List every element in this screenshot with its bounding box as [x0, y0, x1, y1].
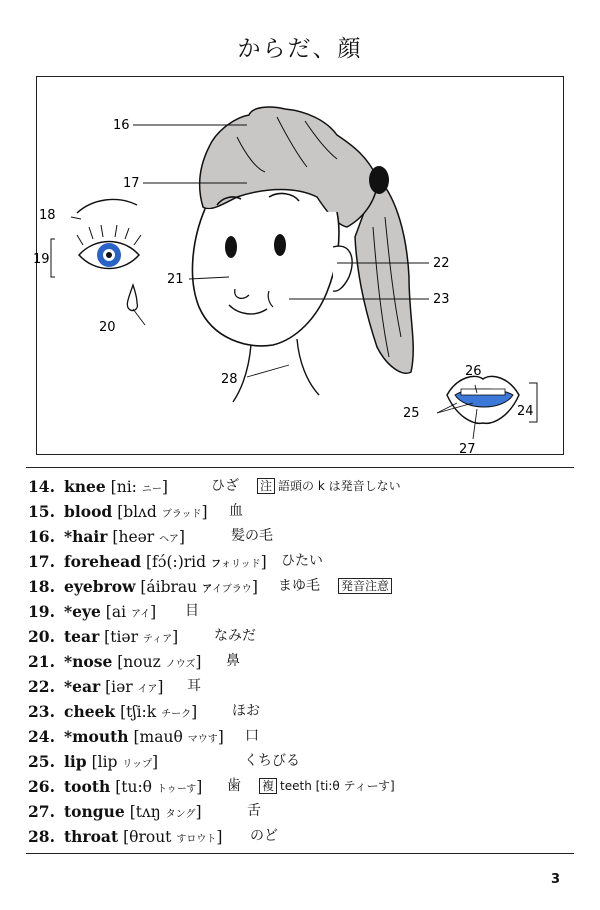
entry-katakana [188, 734, 218, 745]
entry-bracket-close: ] [195, 803, 202, 821]
entry-katakana-stress: ア [202, 584, 213, 595]
entry-katakana-text: ノウズ [165, 659, 196, 670]
entry-star: * [64, 652, 73, 671]
entry-ipa: [lip [91, 753, 118, 771]
entry-number: 20. [28, 627, 55, 646]
neck-drawing [233, 339, 319, 402]
label-21: 21 [167, 272, 184, 287]
entry-katakana [131, 609, 150, 620]
page-number: 3 [550, 872, 560, 887]
entry-word [64, 777, 110, 796]
list-item [26, 774, 574, 799]
entry-ipa: [nouz [117, 653, 161, 671]
entry-number: 21. [28, 652, 55, 671]
entry-bracket-close: ] [161, 478, 168, 496]
entry-star: * [64, 727, 73, 746]
entry-english [64, 624, 178, 652]
list-item [26, 749, 574, 774]
entry-ipa: [mauθ [133, 728, 183, 746]
entry-katakana [122, 759, 152, 770]
list-item [26, 599, 574, 624]
entry-japanese: 目 [185, 603, 199, 619]
entry-note [257, 474, 401, 499]
entry-katakana [142, 484, 162, 495]
entry-katakana-text: イア [137, 684, 158, 695]
list-item [26, 649, 574, 674]
entry-bracket-close: ] [217, 728, 224, 746]
entry-number: 24. [28, 727, 55, 746]
face-illustration [33, 76, 564, 457]
entry-ipa: [θrout [123, 828, 172, 846]
entry-word-text: lip [64, 752, 87, 771]
label-23: 23 [433, 292, 450, 307]
entry-english [64, 774, 202, 802]
eye-drawing [274, 234, 286, 256]
entry-ipa: [tʌŋ [129, 803, 161, 821]
entry-word-text: eyebrow [64, 577, 136, 596]
entry-japanese: 舌 [247, 803, 261, 819]
entry-bracket-close: ] [157, 678, 164, 696]
list-item [26, 524, 574, 549]
entry-word [64, 477, 106, 496]
entry-note-text: 語頭の k は発音しない [278, 479, 401, 493]
entry-ipa: [ni: [110, 478, 137, 496]
label-19: 19 [33, 252, 50, 267]
list-item [26, 499, 574, 524]
entry-ipa: [iər [105, 678, 133, 696]
entry-english [64, 474, 168, 502]
entry-katakana [176, 834, 216, 845]
entry-katakana-text: ニー [141, 484, 162, 495]
entry-japanese: なみだ [214, 628, 256, 644]
label-28: 28 [221, 372, 238, 387]
entry-number: 23. [28, 702, 55, 721]
entry-bracket-close: ] [178, 528, 185, 546]
entry-katakana-stress: フ [211, 559, 221, 570]
entry-word-text: nose [72, 652, 113, 671]
entry-word-text: tear [64, 627, 100, 646]
entry-english [64, 599, 156, 627]
entry-ipa: [tu:θ [115, 778, 153, 796]
entry-star: * [64, 527, 73, 546]
eyebrow-drawing [269, 194, 299, 201]
entry-katakana-rest: ォリッド [221, 559, 261, 570]
entry-ipa: [tʃi:k [120, 703, 157, 721]
entry-ipa: [áibrau [140, 578, 198, 596]
entry-bracket-close: ] [195, 653, 202, 671]
entry-katakana-text: タング [165, 809, 196, 820]
entry-english [64, 649, 201, 677]
entry-bracket-close: ] [251, 578, 258, 596]
entry-word-text: forehead [64, 552, 142, 571]
entry-japanese: 鼻 [226, 653, 240, 669]
entry-japanese: くちびる [244, 753, 300, 769]
entry-note [338, 574, 395, 599]
entry-katakana [202, 584, 252, 595]
entry-number: 14. [28, 477, 55, 496]
entry-english [64, 549, 267, 577]
label-17: 17 [123, 176, 140, 191]
entry-number: 16. [28, 527, 55, 546]
entry-english [64, 524, 185, 552]
entry-japanese: ひざ [211, 478, 239, 494]
entry-english [64, 824, 222, 852]
entry-katakana [211, 559, 261, 570]
entry-japanese: のど [250, 828, 278, 844]
entry-ipa: [fɔ́(:)rid [145, 553, 207, 571]
entry-english [64, 674, 163, 702]
entry-katakana-text: トゥーす [156, 784, 197, 795]
entry-star: * [64, 602, 73, 621]
entry-word-text: ear [72, 677, 101, 696]
entry-katakana [143, 634, 172, 645]
entry-word-text: mouth [72, 727, 129, 746]
entry-katakana-text: ヘア [159, 534, 179, 545]
entry-japanese: 耳 [187, 678, 201, 694]
entry-katakana-text: マウす [187, 734, 218, 745]
label-25: 25 [403, 406, 420, 421]
label-22: 22 [433, 256, 450, 271]
entry-word-text: hair [72, 527, 108, 546]
entry-word-text: tooth [64, 777, 111, 796]
entry-japanese: まゆ毛 [278, 578, 320, 594]
list-item [26, 624, 574, 649]
entry-ipa: [blʌd [117, 503, 157, 521]
teeth [461, 389, 505, 395]
entry-note-text: teeth [ti:θ ティーす] [280, 779, 395, 793]
vocab-list [26, 474, 574, 849]
entry-number: 25. [28, 752, 55, 771]
eye-drawing [225, 236, 237, 258]
entry-katakana-text: チーク [161, 709, 192, 720]
entry-japanese: ひたい [281, 553, 323, 569]
entry-word [64, 677, 100, 696]
entry-english [64, 699, 197, 727]
entry-number: 17. [28, 552, 55, 571]
label-16: 16 [113, 118, 130, 133]
list-item [26, 474, 574, 499]
list-item [26, 824, 574, 849]
list-item [26, 724, 574, 749]
entry-word [64, 702, 115, 721]
entry-katakana-text: アイ [130, 609, 151, 620]
entry-english [64, 499, 208, 527]
entry-star: * [64, 677, 73, 696]
entry-word [64, 827, 118, 846]
entry-note [259, 774, 395, 799]
entry-katakana-text: ブラッド [161, 509, 202, 520]
entry-word-text: tongue [64, 802, 125, 821]
page-title: からだ、顔 [237, 36, 363, 62]
label-20: 20 [99, 320, 116, 335]
entry-number: 19. [28, 602, 55, 621]
entry-english [64, 724, 224, 752]
entry-english [64, 574, 258, 602]
entry-word [64, 652, 112, 671]
entry-katakana [138, 684, 158, 695]
top-rule [26, 467, 574, 468]
label-18: 18 [39, 208, 56, 223]
entry-word-text: knee [64, 477, 106, 496]
label-26: 26 [465, 364, 482, 379]
entry-word [64, 802, 125, 821]
eyebrow-detail [77, 199, 137, 213]
entry-katakana [166, 659, 196, 670]
entry-katakana [159, 534, 179, 545]
list-item [26, 699, 574, 724]
entry-note-box: 注 [257, 478, 275, 494]
entry-english [64, 799, 202, 827]
entry-katakana [157, 784, 196, 795]
entry-word-text: blood [64, 502, 113, 521]
entry-number: 18. [28, 577, 55, 596]
entry-word-text: cheek [64, 702, 116, 721]
ear-drawing [333, 246, 352, 291]
list-item [26, 674, 574, 699]
list-item [26, 574, 574, 599]
entry-katakana [161, 709, 191, 720]
entry-number: 26. [28, 777, 55, 796]
entry-bracket-close: ] [260, 553, 267, 571]
entry-number: 15. [28, 502, 55, 521]
entry-note-box: 発音注意 [338, 578, 392, 594]
entry-japanese: 血 [229, 503, 243, 519]
entry-word [64, 727, 129, 746]
entry-word [64, 552, 141, 571]
entry-bracket-close: ] [196, 778, 203, 796]
entry-word [64, 627, 99, 646]
entry-katakana-text: リップ [122, 759, 152, 770]
entry-japanese: 髪の毛 [231, 528, 273, 544]
entry-katakana-text: ティア [142, 634, 173, 645]
entry-bracket-close: ] [152, 753, 159, 771]
entry-word [64, 577, 135, 596]
entry-word-text: throat [64, 827, 119, 846]
entry-katakana [166, 809, 196, 820]
list-item [26, 549, 574, 574]
entry-ipa: [heər [112, 528, 155, 546]
entry-japanese: 口 [245, 728, 259, 744]
label-27: 27 [459, 442, 476, 457]
entry-bracket-close: ] [191, 703, 198, 721]
entry-word [64, 752, 87, 771]
entry-number: 22. [28, 677, 55, 696]
hair-tie [369, 166, 389, 194]
tear-drop [127, 285, 137, 311]
entry-note-box: 複 [259, 778, 277, 794]
entry-katakana-rest: イブラウ [212, 584, 252, 595]
entry-katakana-text: すロウト [176, 834, 217, 845]
entry-word [64, 502, 112, 521]
entry-bracket-close: ] [172, 628, 179, 646]
entry-word [64, 602, 101, 621]
entry-ipa: [ai [105, 603, 127, 621]
entry-ipa: [tiər [104, 628, 138, 646]
entry-japanese: 歯 [227, 778, 241, 794]
entry-number: 28. [28, 827, 55, 846]
entry-english [64, 749, 158, 777]
entry-word-text: eye [72, 602, 101, 621]
label-24: 24 [517, 404, 534, 419]
entry-japanese: ほお [232, 703, 260, 719]
entry-word [64, 527, 107, 546]
list-item [26, 799, 574, 824]
entry-bracket-close: ] [216, 828, 223, 846]
entry-bracket-close: ] [201, 503, 208, 521]
bottom-rule [26, 853, 574, 854]
entry-bracket-close: ] [150, 603, 157, 621]
entry-number: 27. [28, 802, 55, 821]
entry-katakana [162, 509, 202, 520]
